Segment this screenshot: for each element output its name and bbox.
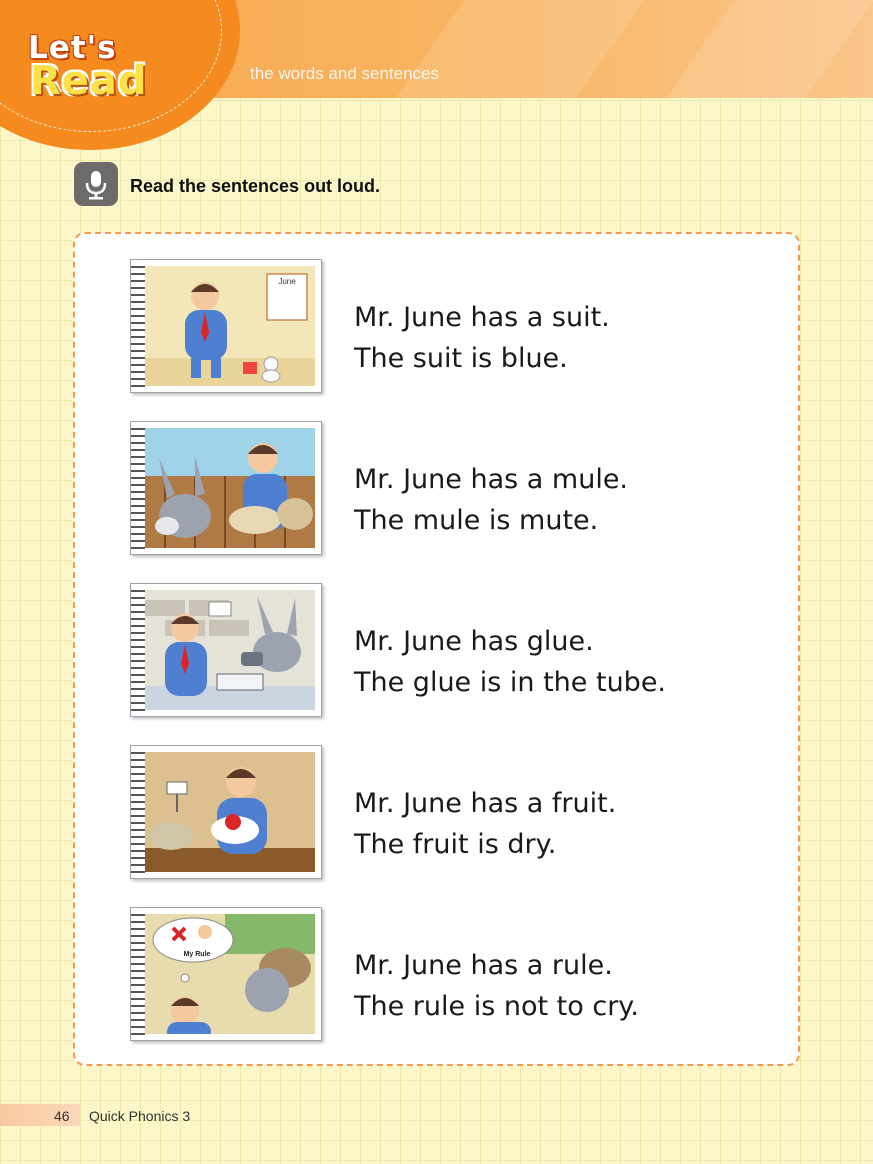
reading-item	[130, 259, 730, 394]
reading-item	[130, 907, 730, 1042]
logo-read: Read	[30, 58, 148, 104]
reading-item	[130, 583, 730, 718]
illustration-mule	[130, 421, 322, 555]
rule-label: My Rule	[183, 951, 211, 958]
microphone-icon	[74, 162, 118, 206]
spiral-binding	[131, 428, 145, 550]
reading-item	[130, 745, 730, 880]
spiral-binding	[131, 914, 145, 1036]
sentence-line-1: Mr. June has glue.	[354, 626, 594, 657]
sentence-line-2: The mule is mute.	[354, 505, 599, 536]
sentence-line-2: The fruit is dry.	[354, 829, 557, 860]
sentence-line-2: The suit is blue.	[354, 343, 568, 374]
illustration-rule	[130, 907, 322, 1041]
header-subtitle: the words and sentences	[250, 64, 440, 83]
illustration-fruit	[130, 745, 322, 879]
sentence-line-2: The glue is in the tube.	[354, 667, 667, 698]
instruction-text: Read the sentences out loud.	[130, 176, 381, 196]
spiral-binding	[131, 752, 145, 874]
reading-item	[130, 421, 730, 556]
sentence-line-1: Mr. June has a fruit.	[354, 788, 617, 819]
spiral-binding	[131, 590, 145, 712]
calendar-label: June	[278, 277, 296, 286]
illustration-glue	[130, 583, 322, 717]
spiral-binding	[131, 266, 145, 388]
logo-lets: Let's	[28, 30, 117, 66]
page-number: 46	[54, 1108, 70, 1124]
sentence-line-1: Mr. June has a suit.	[354, 302, 610, 333]
sentence-line-2: The rule is not to cry.	[354, 991, 640, 1022]
illustration-suit	[130, 259, 322, 393]
book-title: Quick Phonics 3	[89, 1108, 191, 1124]
sentence-line-1: Mr. June has a rule.	[354, 950, 613, 981]
sentence-line-1: Mr. June has a mule.	[354, 464, 629, 495]
